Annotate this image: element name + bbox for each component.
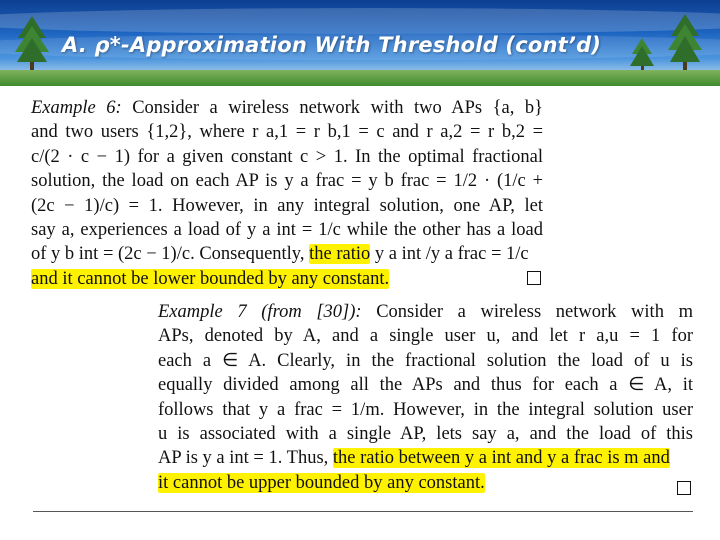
example-text: of y b int = (2c − 1)/c. Consequently, — [31, 244, 310, 265]
example-text: (2c − 1)/c) = 1. However, in any integral solution, one AP, let — [31, 195, 543, 216]
slide-title: A. ρ*-Approximation With Threshold (cont’d) — [62, 33, 602, 57]
highlighted-text: the ratio between y a int and y a frac is m and — [332, 448, 670, 469]
example-text: Consider a wireless network with m — [361, 302, 693, 322]
highlighted-text: and it cannot be lower bounded by any constant. — [31, 268, 390, 289]
example-6-line — [31, 218, 543, 242]
example-text: each a ∈ A. Clearly, in the fractional solution the load of u is — [158, 350, 693, 371]
example-7-excerpt — [158, 300, 693, 495]
example-text: AP is y a int = 1. Thus, — [158, 448, 333, 469]
example-6-line — [31, 267, 543, 291]
example-6-line — [31, 120, 543, 144]
example-7-line — [158, 373, 693, 397]
example-text: and two users {1,2}, where r a,1 = r b,1 = c and r a,2 = r b,2 = — [31, 122, 543, 143]
example-heading: Example 7 (from [30]): — [158, 302, 362, 322]
example-7-line — [158, 422, 693, 446]
example-text: follows that y a frac = 1/m. However, in the integral solution user — [158, 399, 693, 420]
divider-line — [33, 511, 693, 512]
example-text: say a, experiences a load of y a int = 1/c while the other has a load — [31, 220, 543, 241]
example-text: solution, the load on each AP is y a frac = y b frac = 1/2 · (1/c + — [31, 171, 543, 192]
example-6-line — [31, 169, 543, 193]
example-7-line — [158, 446, 693, 470]
example-6-line — [31, 242, 543, 266]
example-7-line — [158, 300, 693, 324]
end-of-proof-box — [527, 271, 541, 285]
tree-icon — [666, 14, 704, 78]
banner-grass — [0, 70, 720, 86]
highlighted-text: the ratio — [309, 244, 371, 265]
example-7-line — [158, 324, 693, 348]
end-of-proof-box — [677, 481, 691, 495]
example-7-line — [158, 349, 693, 373]
example-text: APs, denoted by A, and a single user u, and let r a,u = 1 for — [158, 326, 693, 347]
banner-light-streak — [0, 8, 720, 34]
example-6-line — [31, 96, 543, 120]
example-6-excerpt — [31, 96, 543, 291]
example-text: u is associated with a single AP, lets say a, and the load of this — [158, 424, 693, 445]
example-7-line — [158, 471, 693, 495]
example-text: Consider a wireless network with two APs {a, b} — [121, 98, 543, 118]
header-banner — [0, 0, 720, 86]
example-text: y a int /y a frac = 1/c — [370, 244, 529, 265]
highlighted-text: it cannot be upper bounded by any constant. — [158, 472, 485, 493]
example-text: c/(2 · c − 1) for a given constant c > 1. In the optimal fractional — [31, 146, 543, 167]
example-6-line — [31, 145, 543, 169]
tree-icon — [14, 16, 50, 78]
example-6-line — [31, 194, 543, 218]
example-text: equally divided among all the APs and thus for each a ∈ A, it — [158, 375, 693, 396]
example-heading: Example 6: — [31, 98, 122, 118]
example-7-line — [158, 398, 693, 422]
